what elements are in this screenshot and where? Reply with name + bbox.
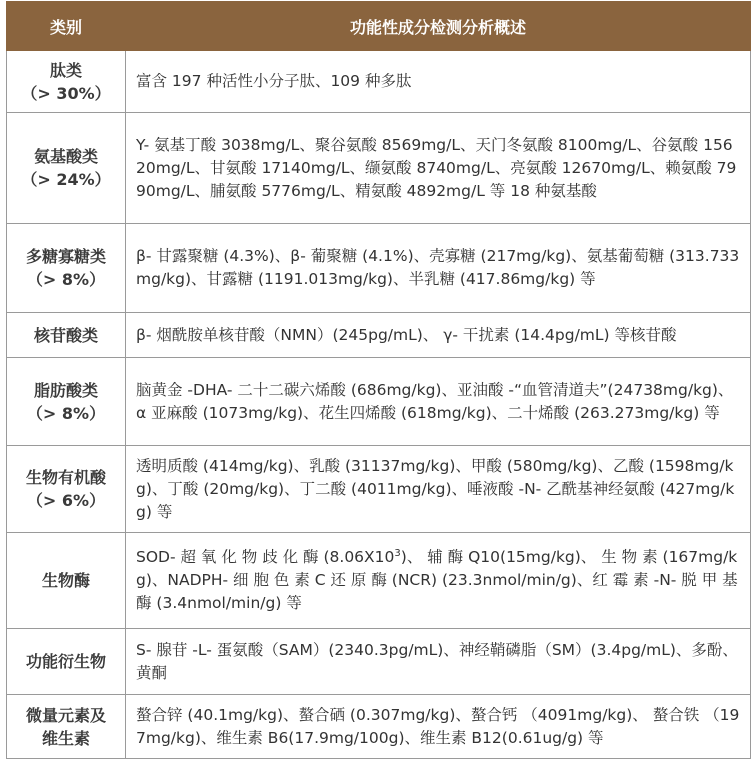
category-cell	[7, 113, 126, 224]
category-name: 多糖寡糖类	[25, 247, 106, 266]
table-row	[7, 629, 751, 695]
table-row	[7, 224, 751, 313]
category-percentage: （> 8%）	[26, 403, 106, 423]
table-row	[7, 358, 751, 446]
category-name: 微量元素及	[25, 705, 106, 725]
description-cell: 富含 197 种活性小分子肽、109 种多肽	[126, 51, 751, 113]
category-name: 核苷酸类	[33, 325, 98, 345]
exponent: 3	[394, 547, 401, 559]
category-cell	[7, 446, 126, 533]
enzyme-text-part: SOD- 超 氧 化 物 歧 化 酶 (8.06X10	[136, 548, 395, 566]
description-column-header: 功能性成分检测分析概述	[126, 2, 751, 51]
description-cell: β- 烟酰胺单核苷酸（NMN）(245pg/mL)、 γ- 干扰素 (14.4pg/mL) 等核苷酸	[126, 313, 751, 358]
description-cell: 脑黄金 -DHA- 二十二碳六烯酸 (686mg/kg)、亚油酸 -“血管清道夫”(24738mg/kg)、α 亚麻酸 (1073mg/kg)、花生四烯酸 (618mg/kg)、二十烯酸 (263.273mg/kg) 等	[126, 358, 751, 446]
table-row	[7, 313, 751, 358]
category-cell	[7, 358, 126, 446]
description-cell	[126, 533, 751, 629]
category-name: 肽类	[49, 60, 82, 80]
category-column-header: 类别	[7, 2, 126, 51]
category-percentage: （> 30%）	[21, 83, 111, 103]
category-percentage: （> 8%）	[26, 270, 106, 289]
category-cell	[7, 224, 126, 313]
category-name: 脂肪酸类	[33, 380, 98, 400]
category-cell	[7, 533, 126, 629]
category-name: 生物酶	[41, 571, 90, 590]
table-header-row	[7, 2, 751, 51]
table-row	[7, 695, 751, 759]
description-cell: S- 腺苷 -L- 蛋氨酸（SAM）(2340.3pg/mL)、神经鞘磷脂（SM）(3.4pg/mL)、多酚、黄酮	[126, 629, 751, 695]
table-row	[7, 51, 751, 113]
category-cell	[7, 51, 126, 113]
table-row	[7, 113, 751, 224]
enzyme-text-part: )、 辅 酶 Q10(15mg/kg)、 生 物 素 (167mg/kg)、NADPH- 细 胞 色 素 C 还 原 酶 (NCR) (23.3nmol/min/g)、红 霉 素 -N- 脱 甲 基酶 (3.4nmol/min/g) 等	[136, 548, 738, 612]
functional-components-table	[6, 1, 751, 759]
category-name: 功能衍生物	[25, 652, 106, 671]
category-percentage: （> 24%）	[21, 170, 111, 189]
description-cell: Y- 氨基丁酸 3038mg/L、聚谷氨酸 8569mg/L、天门冬氨酸 8100mg/L、谷氨酸 15620mg/L、甘氨酸 17140mg/L、缬氨酸 8740mg/L、亮氨酸 12670mg/L、赖氨酸 7990mg/L、脯氨酸 5776mg/L、精氨酸 4892mg/L 等 18 种氨基酸	[126, 113, 751, 224]
description-cell: β- 甘露聚糖 (4.3%)、β- 葡聚糖 (4.1%)、壳寡糖 (217mg/kg)、氨基葡萄糖 (313.733mg/kg)、甘露糖 (1191.013mg/kg)、半乳糖 (417.86mg/kg) 等	[126, 224, 751, 313]
category-percentage: （> 6%）	[26, 491, 106, 510]
description-cell: 螯合锌 (40.1mg/kg)、螯合硒 (0.307mg/kg)、螯合钙 （4091mg/kg)、 螯合铁 （197mg/kg)、维生素 B6(17.9mg/100g)、维生素 B12(0.61ug/g) 等	[126, 695, 751, 759]
table-row	[7, 533, 751, 629]
category-name-cont: 维生素	[41, 728, 90, 748]
description-cell: 透明质酸 (414mg/kg)、乳酸 (31137mg/kg)、甲酸 (580mg/kg)、乙酸 (1598mg/kg)、丁酸 (20mg/kg)、丁二酸 (4011mg/kg)、唾液酸 -N- 乙酰基神经氨酸 (427mg/kg) 等	[126, 446, 751, 533]
table-row	[7, 446, 751, 533]
category-cell	[7, 695, 126, 759]
category-cell	[7, 313, 126, 358]
category-name: 生物有机酸	[25, 468, 106, 487]
category-cell	[7, 629, 126, 695]
category-name: 氨基酸类	[33, 147, 98, 166]
